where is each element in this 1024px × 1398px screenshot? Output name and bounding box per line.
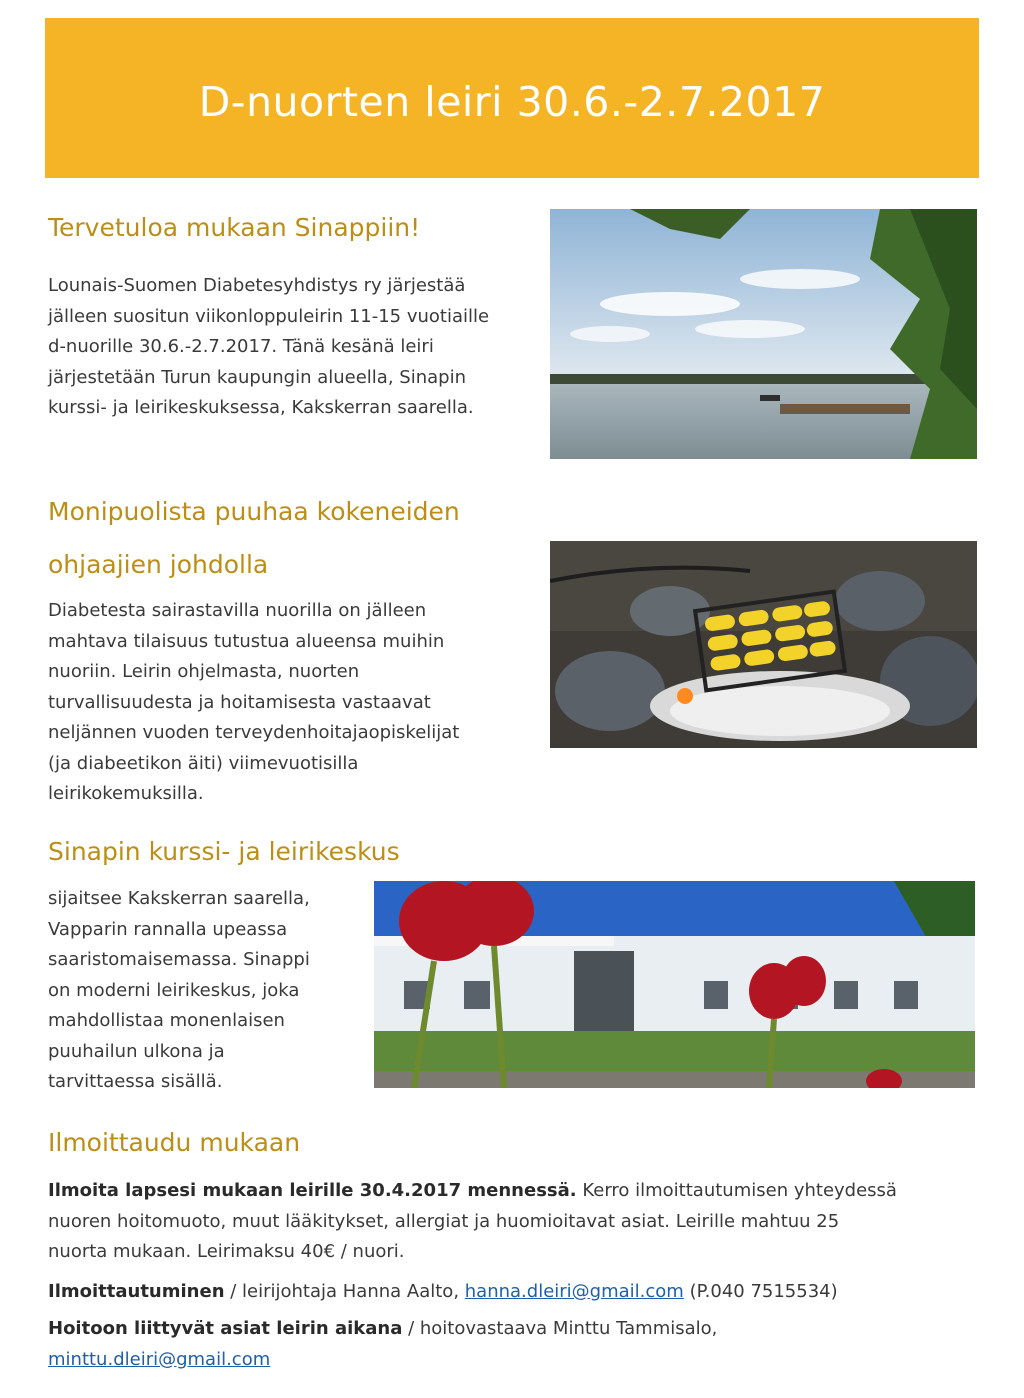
signup-text: / leirijohtaja Hanna Aalto, [224, 1281, 465, 1302]
deadline-bold: Ilmoita lapsesi mukaan leirille 30.4.2017 mennessä. [48, 1180, 577, 1201]
text-line: järjestetään Turun kaupungin alueella, Sinapin [48, 366, 466, 388]
text-line: mahtava tilaisuus tutustua alueensa muihin [48, 630, 445, 652]
text-line: saaristomaisemassa. Sinappi [48, 949, 310, 970]
care-email-link[interactable]: minttu.dleiri@gmail.com [48, 1348, 271, 1370]
text-line: Vapparin rannalla upeassa [48, 918, 288, 940]
paragraph-welcome [48, 271, 538, 424]
tulips-building-photo [374, 881, 975, 1088]
signup-contact [48, 1277, 978, 1308]
signup-label: Ilmoittautuminen [48, 1281, 225, 1302]
paragraph-campsite [48, 884, 368, 1098]
text-line: kurssi- ja leirikeskuksessa, Kakskerran saarella. [48, 397, 474, 418]
text-line: on moderni leirikeskus, joka [48, 979, 300, 1001]
text-line [48, 1314, 978, 1345]
text-line [48, 1176, 978, 1207]
page-title: D-nuorten leiri 30.6.-2.7.2017 [198, 78, 826, 126]
text-line: Diabetesta sairastavilla nuorilla on jälleen [48, 600, 427, 621]
heading-activities-line2: ohjaajien johdolla [48, 550, 269, 579]
paragraph-register [48, 1176, 978, 1268]
text-line: (ja diabeetikon äiti) viimevuotisilla [48, 752, 359, 774]
care-label: Hoitoon liittyvät asiat leirin aikana [48, 1318, 403, 1339]
text-line: mahdollistaa monenlaisen [48, 1010, 285, 1031]
text-line: jälleen suositun viikonloppuleirin 11-15 vuotiaille [48, 305, 490, 327]
heading-welcome: Tervetuloa mukaan Sinappiin! [48, 213, 421, 242]
text-line: leirikokemuksilla. [48, 783, 204, 804]
heading-register: Ilmoittaudu mukaan [48, 1128, 301, 1157]
text-line: Lounais-Suomen Diabetesyhdistys ry järjestää [48, 275, 466, 296]
title-banner [45, 18, 979, 178]
text-line: nuoren hoitomuoto, muut lääkitykset, allergiat ja huomioitavat asiat. Leirille mahtuu 25 [48, 1210, 840, 1232]
care-text: / hoitovastaava Minttu Tammisalo, [402, 1318, 718, 1339]
text-line: neljännen vuoden terveydenhoitajaopiskelijat [48, 722, 460, 743]
signup-email-link[interactable]: hanna.dleiri@gmail.com [464, 1281, 684, 1302]
text-span: Kerro ilmoittautumisen yhteydessä [576, 1180, 897, 1201]
paragraph-activities [48, 596, 548, 810]
text-line: nuoriin. Leirin ohjelmasta, nuorten [48, 661, 360, 682]
campfire-corn-photo [550, 541, 977, 748]
heading-activities-line1: Monipuolista puuhaa kokeneiden [48, 497, 460, 526]
care-contact [48, 1314, 978, 1375]
text-line: puuhailun ulkona ja [48, 1040, 225, 1062]
text-line: d-nuorille 30.6.-2.7.2017. Tänä kesänä leiri [48, 336, 434, 357]
text-line: turvallisuudesta ja hoitamisesta vastaavat [48, 691, 431, 713]
text-line: sijaitsee Kakskerran saarella, [48, 888, 310, 909]
lake-photo [550, 209, 977, 459]
text-line: nuorta mukaan. Leirimaksu 40€ / nuori. [48, 1241, 405, 1262]
text-line: tarvittaessa sisällä. [48, 1071, 223, 1092]
signup-phone: (P.040 7515534) [683, 1281, 838, 1302]
heading-campsite: Sinapin kurssi- ja leirikeskus [48, 837, 400, 866]
text-line [48, 1345, 978, 1376]
